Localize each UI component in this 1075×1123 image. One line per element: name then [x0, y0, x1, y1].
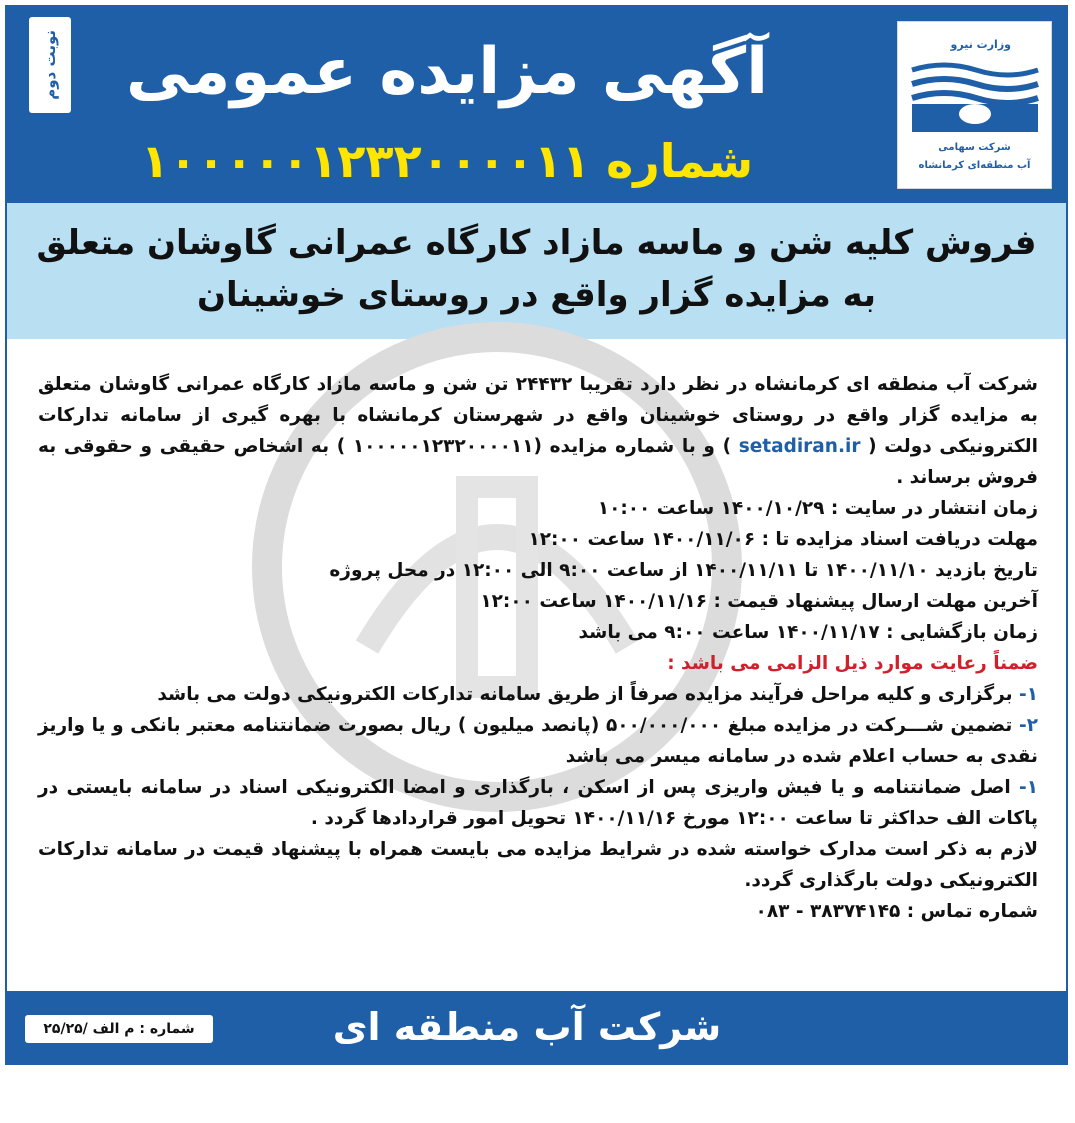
bid-deadline: آخرین مهلت ارسال پیشنهاد قیمت : ۱۴۰۰/۱۱/۱۶ ساعت ۱۲:۰۰ — [480, 591, 1038, 612]
turn-badge — [29, 17, 71, 113]
contact-number: شماره تماس : ۳۸۳۷۴۱۴۵ - ۰۸۳ — [755, 901, 1038, 922]
auction-number: شماره ۱۰۰۰۰۰۱۲۳۲۰۰۰۰۱۱ — [140, 134, 754, 188]
logo-company-line1: شرکت سهامی — [938, 142, 1011, 153]
turn-label: نوبت دوم — [41, 30, 59, 100]
list-item-text: تضمین شـــرکت در مزایده مبلغ ۵۰۰/۰۰۰/۰۰۰ (پانصد میلیون ) ریال بصورت ضمانتنامه معتبر بانکی و یا واریز نقدی به حساب اعلام شده در سامانه میسر می باشد — [38, 715, 1038, 767]
water-waves-icon — [910, 56, 1040, 140]
intro-text-2: ) و با شماره مزایده (۱۰۰۰۰۰۱۲۳۲۰۰۰۰۱۱ ) به اشخاص حقیقی و حقوقی به فروش برساند . — [38, 436, 1038, 488]
list-item — [38, 710, 1038, 772]
footer — [7, 991, 1066, 1113]
footer-reference-code: شماره : م الف /۲۵/۲۵ — [25, 1015, 213, 1043]
announcement-frame — [5, 5, 1068, 1113]
intro-text-1: شرکت آب منطقه ای کرمانشاه در نظر دارد تقریبا ۲۴۴۳۲ تن شن و ماسه مازاد کارگاه عمرانی گاوشان متعلق به مزایده گزار واقع در روستای خوشینان واقع در شهرستان کرمانشاه با بهره گیری از سامانه تدارکات الکترونیکی دولت ( — [38, 374, 1038, 457]
opening-time: زمان بازگشایی : ۱۴۰۰/۱۱/۱۷ ساعت ۹:۰۰ می باشد — [578, 622, 1038, 643]
subtitle-band — [7, 203, 1066, 339]
visit-date: تاریخ بازدید ۱۴۰۰/۱۱/۱۰ تا ۱۴۰۰/۱۱/۱۱ از ساعت ۹:۰۰ الی ۱۲:۰۰ در محل پروژه — [329, 560, 1038, 581]
reminder-paragraph: لازم به ذکر است مدارک خواسته شده در شرایط مزایده می بایست همراه با پیشنهاد قیمت در سامانه تدارکات الکترونیکی دولت بارگذاری گردد. — [38, 839, 1038, 891]
ministry-logo — [897, 21, 1052, 189]
list-item — [38, 679, 1038, 710]
setadiran-link[interactable]: setadiran.ir — [738, 436, 861, 457]
header — [7, 7, 1066, 203]
footer-company-name: شرکت آب منطقه ای کرمانشاه — [332, 1005, 722, 1113]
docs-deadline: مهلت دریافت اسناد مزایده تا : ۱۴۰۰/۱۱/۰۶ ساعت ۱۲:۰۰ — [528, 529, 1038, 550]
list-item-text: برگزاری و کلیه مراحل فرآیند مزایده صرفاً از طریق سامانه تدارکات الکترونیکی دولت می باشد — [157, 684, 1013, 705]
intro-paragraph — [38, 369, 1038, 493]
list-item-text: اصل ضمانتنامه و یا فیش واریزی پس از اسکن ، بارگذاری و امضا الکترونیکی اسناد در سامانه بایستی در پاکات الف حداکثر تا ساعت ۱۲:۰۰ مورخ ۱۴۰۰/۱۱/۱۶ تحویل امور قراردادها گردد . — [38, 777, 1038, 829]
list-item — [38, 772, 1038, 834]
announcement-body — [38, 369, 1038, 927]
note-heading: ضمناً رعایت موارد ذیل الزامی می باشد : — [667, 653, 1038, 674]
list-item-number: ۱- — [1019, 777, 1038, 798]
subtitle: فروش کلیه شن و ماسه مازاد کارگاه عمرانی گاوشان متعلق به مزایده گزار واقع در روستای خوشینان — [36, 223, 1037, 315]
page-title: آگهی مزایده عمومی — [126, 35, 768, 109]
logo-company-line2: آب منطقه‌ای کرمانشاه — [918, 160, 1031, 171]
list-item-number: ۱- — [1019, 684, 1038, 705]
list-item-number: ۲- — [1019, 715, 1038, 736]
logo-ministry-text: وزارت نیرو — [950, 38, 1011, 51]
publish-time: زمان انتشار در سایت : ۱۴۰۰/۱۰/۲۹ ساعت ۱۰:۰۰ — [597, 498, 1038, 519]
